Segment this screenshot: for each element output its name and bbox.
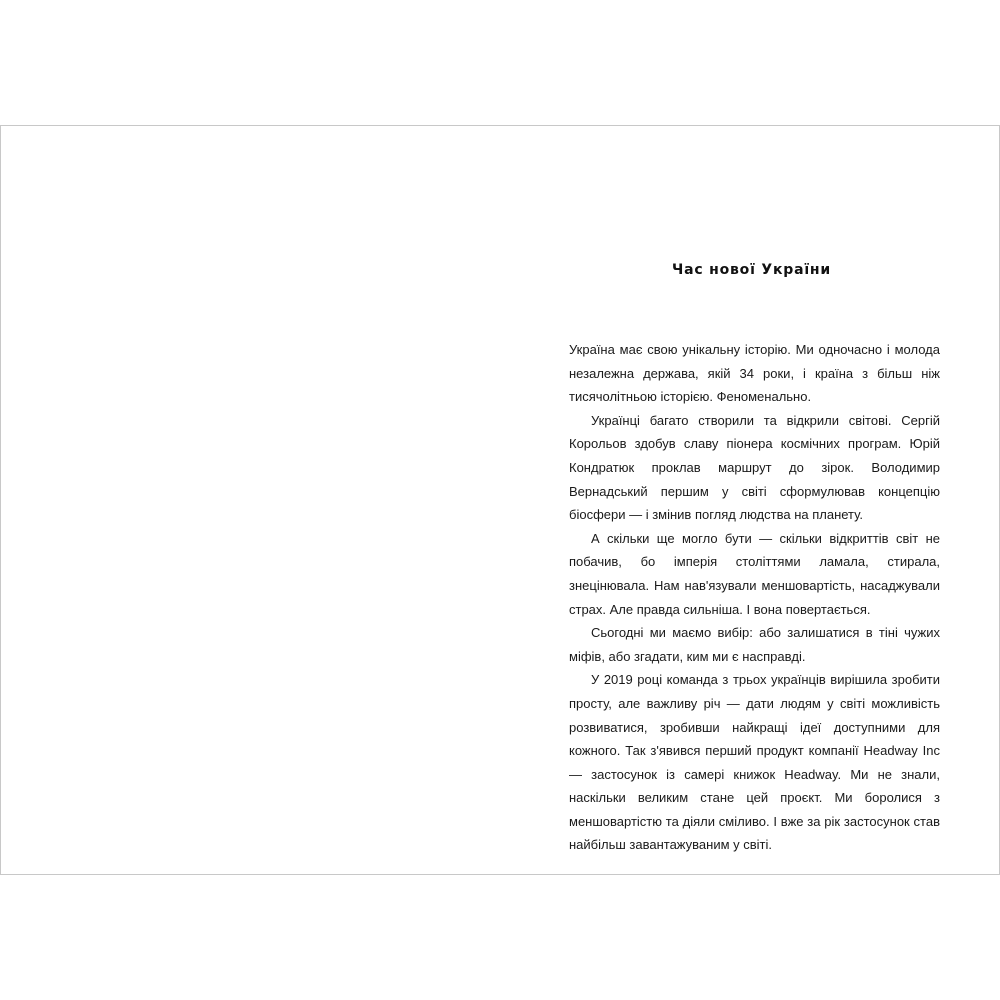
right-page xyxy=(500,126,999,874)
chapter-title: Час нової України xyxy=(671,262,832,278)
chapter-body xyxy=(569,338,940,857)
paragraph: Українці багато створили та відкрили світові. Сергій Корольов здобув славу піонера космічних програм. Юрій Кондратюк проклав маршрут до зірок. Володимир Вернадський першим у світі сформулював концепцію біосфери — і змінив погляд людства на планету. xyxy=(569,412,940,523)
paragraph: Україна має свою унікальну історію. Ми одночасно і молода незалежна держава, якій 34 роки, і країна з більш ніж тисячолітньою історією. Феноменально. xyxy=(569,342,940,405)
left-page xyxy=(1,126,500,874)
paragraph: Сьогодні ми маємо вибір: або залишатися в тіні чужих міфів, або згадати, ким ми є насправді. xyxy=(569,625,940,664)
book-spread xyxy=(0,125,1000,875)
paragraph: У 2019 році команда з трьох українців вирішила зробити просту, але важливу річ — дати людям у світі можливість розвиватися, зробивши найкращі ідеї доступними для кожного. Так з'явився перший продукт компанії Headway Inc — застосунок із самері книжок Headway. Ми не знали, наскільки великим стане цей проєкт. Ми боролися з меншовартістю та діяли сміливо. І вже за рік застосунок став найбільш завантажуваним у світі. xyxy=(569,672,940,853)
paragraph: А скільки ще могло бути — скільки відкриттів світ не побачив, бо імперія століттями ламала, стирала, знецінювала. Нам нав'язували меншовартість, насаджували страх. Але правда сильніша. І вона повертається. xyxy=(569,530,940,617)
